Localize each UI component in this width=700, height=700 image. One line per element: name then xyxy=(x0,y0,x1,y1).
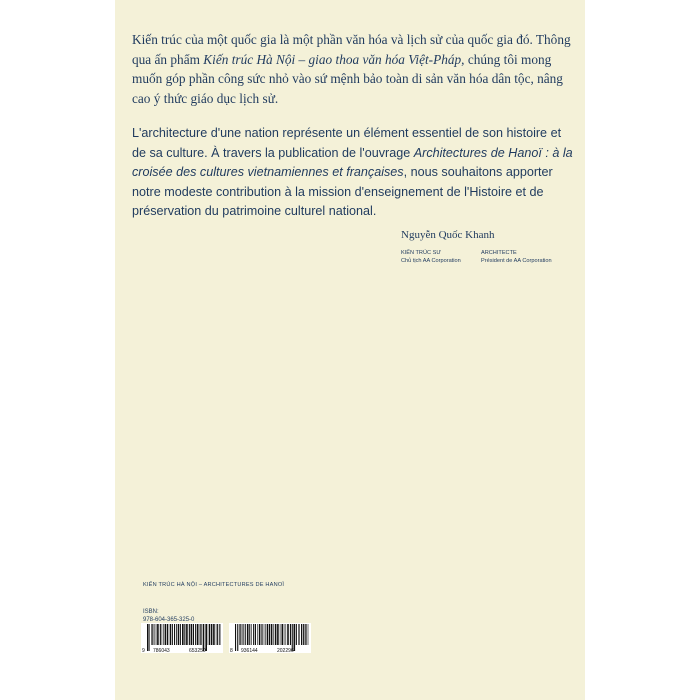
barcode-bar xyxy=(160,624,161,645)
barcode-bar xyxy=(174,624,175,645)
barcode-bar xyxy=(271,624,273,645)
barcode-digits: 786043 xyxy=(153,648,170,653)
barcode-bar xyxy=(264,624,265,645)
barcode-bar xyxy=(237,624,238,651)
barcode-digits: 9 xyxy=(142,648,145,653)
barcode-bar xyxy=(294,624,296,651)
back-cover xyxy=(115,0,585,700)
barcode-bar xyxy=(201,624,202,645)
signature-vn-title: Chủ tịch AA Corporation xyxy=(401,257,461,264)
vn-text-part2: , chúng tôi mong muốn góp phần công sức nhỏ vào sứ mệnh bảo toàn di sản văn hóa dân tộc, nâng cao ý thức giáo dục lịch sử. xyxy=(132,51,563,106)
barcode-bar xyxy=(277,624,279,645)
barcode-bar xyxy=(151,624,152,645)
fr-text-part2: , nous souhaitons apporter notre modeste contribution à la mission d'enseignement de l'Histoire et de préservation du patrimoine culturel national. xyxy=(132,165,553,218)
barcode-bar xyxy=(219,624,220,645)
barcode-bar xyxy=(213,624,215,645)
barcode-bar xyxy=(157,624,159,645)
barcode-bar xyxy=(155,624,156,645)
barcode-bar xyxy=(149,624,150,651)
barcode-bar xyxy=(243,624,244,645)
barcode-bar xyxy=(147,624,149,651)
barcode-bar xyxy=(286,624,287,645)
signature-fr-block xyxy=(481,250,552,265)
barcode-bar xyxy=(235,624,236,651)
barcode-bars xyxy=(141,623,223,653)
barcode-bar xyxy=(251,624,252,645)
signature-name: Nguyễn Quốc Khanh xyxy=(401,229,495,241)
barcode-bar xyxy=(282,624,284,645)
barcode-bar xyxy=(255,624,256,645)
french-paragraph xyxy=(132,124,577,222)
barcode-bar xyxy=(259,624,261,645)
barcode-bar xyxy=(290,624,291,645)
barcode-bar xyxy=(163,624,164,645)
barcode-bar xyxy=(162,624,163,645)
barcode-bar xyxy=(216,624,217,645)
barcode-bar xyxy=(178,624,179,645)
barcode-bar xyxy=(180,624,181,645)
barcode-bar xyxy=(298,624,299,645)
fr-text-part1: L'architecture d'une nation représente un élément essentiel de son histoire et de sa culture. À travers la publication de l'ouvrage xyxy=(132,126,562,160)
signature-vn-block xyxy=(401,250,461,265)
isbn-block xyxy=(143,608,194,624)
barcode-bar xyxy=(176,624,177,645)
barcode-bar xyxy=(193,624,194,645)
barcode-bar xyxy=(203,624,205,651)
barcode-digits: 202296 xyxy=(277,648,294,653)
barcode-bar xyxy=(265,624,266,645)
isbn-number: 978-604-365-325-0 xyxy=(143,617,195,623)
signature-vn-role: KIẾN TRÚC SƯ xyxy=(401,250,442,256)
barcode-bar xyxy=(287,624,289,645)
barcode-bar xyxy=(305,624,306,645)
barcode-bar xyxy=(200,624,201,645)
fr-book-title: Architectures de Hanoï : à la croisée des cultures vietnamiennes et françaises xyxy=(132,145,573,179)
barcode-bar xyxy=(273,624,274,645)
barcode-bar xyxy=(184,624,185,645)
barcode-bar xyxy=(186,624,188,645)
barcode-bar xyxy=(208,624,209,645)
barcode-bar xyxy=(152,624,153,645)
barcode-bar xyxy=(301,624,302,645)
vn-text-part1: Kiến trúc của một quốc gia là một phần văn hóa và lịch sử của quốc gia đó. Thông qua ấn phẩm xyxy=(132,32,571,67)
barcode-bar xyxy=(306,624,307,645)
barcode-bar xyxy=(240,624,241,645)
vn-book-title: Kiến trúc Hà Nội – giao thoa văn hóa Việt-Pháp xyxy=(203,51,462,67)
barcode-bar xyxy=(257,624,258,645)
barcode-bar xyxy=(170,624,171,645)
barcode-bar xyxy=(284,624,285,645)
barcode-bar xyxy=(296,624,297,645)
series-title: KIẾN TRÚC HÀ NỘI – ARCHITECTURES DE HANOÏ xyxy=(143,582,285,588)
barcode-bar xyxy=(262,624,263,645)
barcode-digits: 936144 xyxy=(241,648,258,653)
barcode-bar xyxy=(197,624,199,645)
barcode-bar xyxy=(211,624,213,645)
barcode-bar xyxy=(189,624,190,645)
signature-fr-title: Président de AA Corporation xyxy=(481,257,552,264)
barcode-bar xyxy=(169,624,170,645)
barcode-bar xyxy=(245,624,246,645)
barcode-bar xyxy=(275,624,277,645)
isbn-barcode xyxy=(141,623,223,653)
barcode-bar xyxy=(156,624,157,645)
barcode-digits: 653250 xyxy=(189,648,206,653)
barcode-bar xyxy=(267,624,269,645)
barcode-bar xyxy=(308,624,309,645)
vietnamese-paragraph xyxy=(132,30,577,108)
barcode-bar xyxy=(303,624,304,645)
barcode-bar xyxy=(205,624,207,651)
barcode-bar xyxy=(239,624,240,645)
isbn-label: ISBN: xyxy=(143,609,159,615)
barcode-bar xyxy=(299,624,300,645)
signature-fr-role: ARCHITECTE xyxy=(481,250,517,256)
barcode-bar xyxy=(280,624,281,645)
barcode-bar xyxy=(172,624,173,645)
product-barcode xyxy=(229,623,311,653)
barcode-bar xyxy=(209,624,210,645)
barcode-bar xyxy=(253,624,254,645)
barcode-bar xyxy=(269,624,270,645)
barcode-digits: 8 xyxy=(230,648,233,653)
barcode-bar xyxy=(195,624,196,645)
barcode-bar xyxy=(182,624,184,645)
barcode-bar xyxy=(292,624,293,651)
barcode-bar xyxy=(261,624,262,645)
barcode-bar xyxy=(191,624,193,645)
barcode-bars xyxy=(229,623,311,653)
barcode-bar xyxy=(249,624,250,645)
barcode-bar xyxy=(217,624,218,645)
barcode-bar xyxy=(167,624,168,645)
barcode-bar xyxy=(165,624,167,645)
barcode-bar xyxy=(247,624,249,645)
